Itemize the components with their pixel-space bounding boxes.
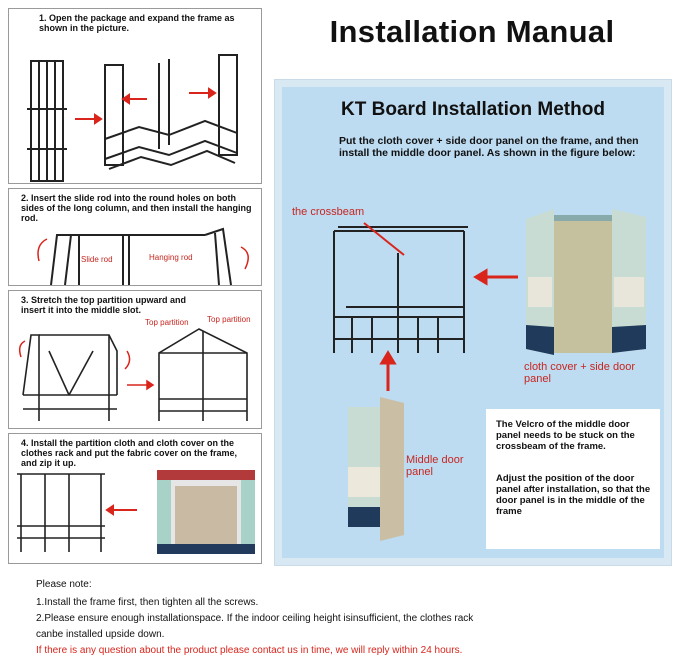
velcro-note-1: The Velcro of the middle door panel needs to be stuck on the crossbeam of the frame. xyxy=(496,419,635,452)
notes-line-3: canbe installed upside down. xyxy=(36,629,165,640)
velcro-note-box xyxy=(486,409,660,549)
middle-door-panel-drawing xyxy=(348,397,404,541)
top-partition-label-2: Top partition xyxy=(207,315,251,324)
kt-description: Put the cloth cover + side door panel on the frame, and then install the middle door panel. As shown in the figure below: xyxy=(339,135,639,159)
notes-warning: If there is any question about the product please contact us in time, we will reply within 24 hours. xyxy=(36,645,463,656)
hanging-rod-label: Hanging rod xyxy=(149,253,193,262)
crossbeam-label: the crossbeam xyxy=(292,206,365,218)
step-4-panel xyxy=(8,433,262,564)
notes-line-2: 2.Please ensure enough installationspace. If the indoor ceiling height isinsufficient, the clothes rack xyxy=(36,613,474,624)
step-3-text: 3. Stretch the top partition upward and insert it into the middle slot. xyxy=(21,295,187,315)
step-3-illustration xyxy=(9,291,263,430)
cloth-cover-label: cloth cover + side door panel xyxy=(524,361,635,385)
step-1-panel xyxy=(8,8,262,184)
notes-heading: Please note: xyxy=(36,579,92,590)
frame-drawing xyxy=(334,227,468,353)
page-title: Installation Manual xyxy=(329,14,615,49)
step-2-text: 2. Insert the slide rod into the round holes on both sides of the long column, and then install the hanging rod. xyxy=(21,193,252,223)
top-partition-label-1: Top partition xyxy=(145,318,189,327)
step-4-text: 4. Install the partition cloth and cloth cover on the clothes rack and put the fabric cover on the frame, and zip it up. xyxy=(21,438,238,468)
notes-line-1: 1.Install the frame first, then tighten all the screws. xyxy=(36,597,259,608)
kt-board-panel xyxy=(274,79,672,566)
velcro-note-2: Adjust the position of the door panel after installation, so that the door panel is in the middle of the frame xyxy=(496,473,651,517)
kt-title: KT Board Installation Method xyxy=(341,99,605,120)
cloth-cover-drawing xyxy=(526,209,646,355)
step-2-panel xyxy=(8,188,262,286)
kt-board-inner xyxy=(282,87,664,558)
step-1-text: 1. Open the package and expand the frame as shown in the picture. xyxy=(39,13,235,33)
step-2-illustration xyxy=(9,189,263,287)
step-1-illustration xyxy=(9,9,263,185)
step-4-illustration xyxy=(9,434,263,565)
slide-rod-label: Slide rod xyxy=(81,255,113,264)
middle-door-label: Middle door panel xyxy=(406,454,464,478)
step-3-panel xyxy=(8,290,262,429)
